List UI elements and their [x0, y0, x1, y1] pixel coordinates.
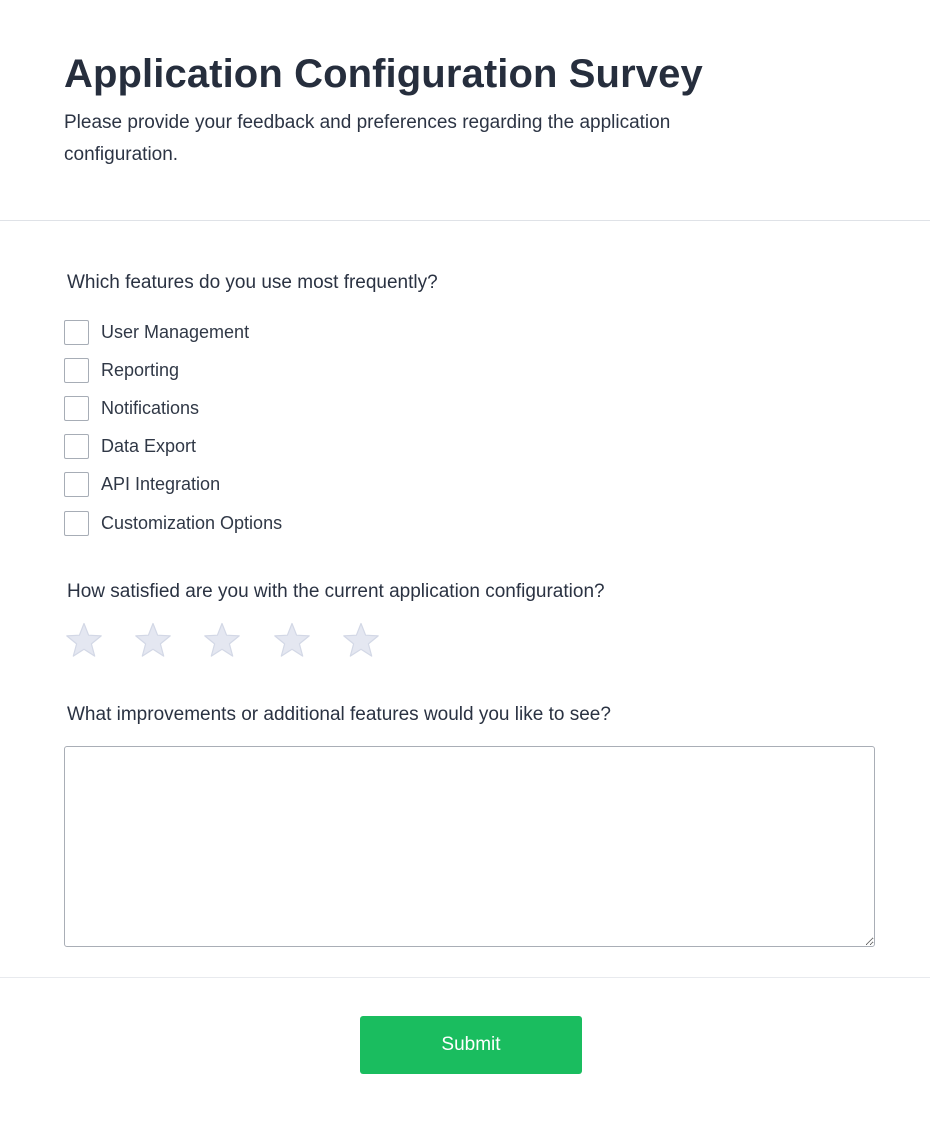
improvements-textarea[interactable] [64, 746, 875, 947]
page-title: Application Configuration Survey [64, 52, 703, 96]
checkbox[interactable] [64, 511, 89, 536]
feature-option-notifications[interactable] [64, 389, 282, 427]
option-label: Data Export [101, 436, 197, 457]
page-subtitle: Please provide your feedback and preferences regarding the application configuration. [64, 112, 671, 165]
star-icon[interactable] [64, 621, 104, 661]
checkbox[interactable] [64, 396, 89, 421]
checkbox[interactable] [64, 472, 89, 497]
satisfaction-question-label: How satisfied are you with the current application configuration? [67, 581, 605, 602]
checkbox[interactable] [64, 320, 89, 345]
option-label: Notifications [101, 397, 200, 418]
star-icon[interactable] [272, 621, 312, 661]
star-icon[interactable] [202, 621, 242, 661]
feature-option-user-management[interactable] [64, 313, 282, 351]
checkbox[interactable] [64, 358, 89, 383]
feature-option-data-export[interactable] [64, 428, 282, 466]
footer-divider [0, 977, 930, 978]
option-label: User Management [101, 321, 250, 342]
star-icon[interactable] [133, 621, 173, 661]
submit-button[interactable]: Submit [360, 1016, 582, 1074]
feature-option-api-integration[interactable] [64, 466, 282, 504]
option-label: Customization Options [101, 512, 283, 533]
satisfaction-star-rating [64, 621, 410, 661]
features-question-label: Which features do you use most frequently? [67, 272, 438, 293]
feature-option-customization-options[interactable] [64, 504, 282, 542]
option-label: Reporting [101, 359, 180, 380]
survey-header [0, 0, 930, 221]
features-checkbox-group [64, 313, 282, 542]
checkbox[interactable] [64, 434, 89, 459]
improvements-question-label: What improvements or additional features would you like to see? [67, 704, 611, 725]
star-icon[interactable] [341, 621, 381, 661]
option-label: API Integration [101, 474, 221, 495]
feature-option-reporting[interactable] [64, 351, 282, 389]
